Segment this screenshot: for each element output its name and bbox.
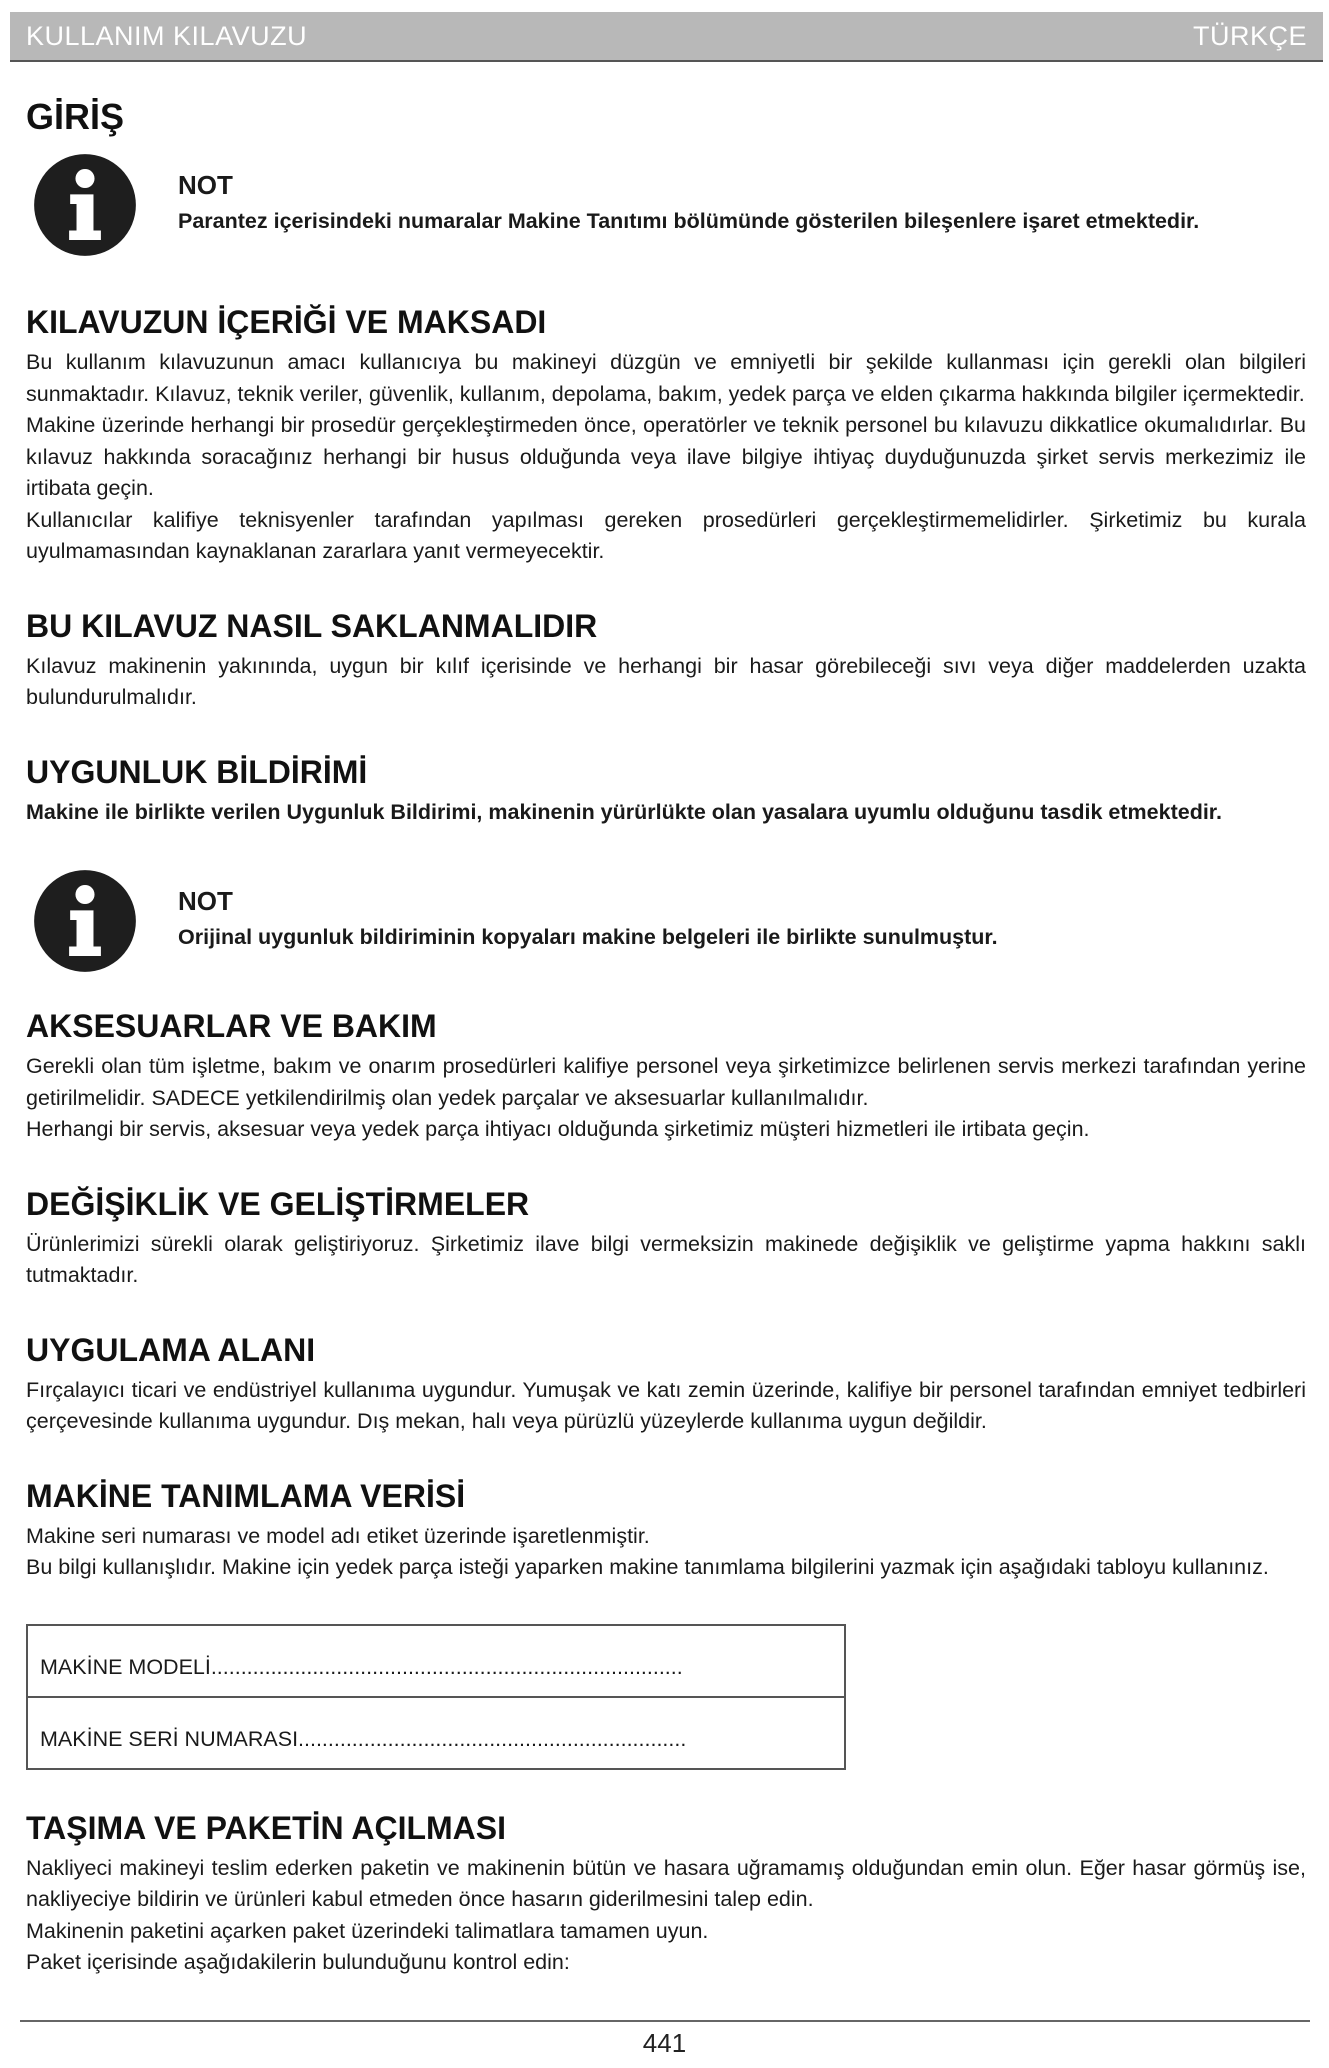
machine-id-table [26,1624,846,1770]
section-changes [26,1186,1306,1292]
paragraph: Ürünlerimizi sürekli olarak geliştiriyoruz. Şirketimiz ilave bilgi vermeksizin makinede değişiklik ve geliştirme yapma hakkını saklı tutmaktadır. [26,1231,1306,1287]
paragraph: Makine ile birlikte verilen Uygunluk Bildirimi, makinenin yürürlükte olan yasalara uyumlu olduğunu tasdik etmektedir. [26,799,1222,824]
info-icon [32,152,138,258]
paragraph: Bu kullanım kılavuzunun amacı kullanıcıya bu makineyi düzgün ve emniyetli bir şekilde kullanması için gerekli olan bilgileri sunmaktadır. Kılavuz, teknik veriler, güvenlik, kullanım, depolama, bakım, yedek parça ve elden çıkarma hakkında bilgiler içermektedir. [26,350,1306,406]
note-body: Parantez içerisindeki numaralar Makine Tanıtımı bölümünde gösterilen bileşenlere işaret etmektedir. [178,209,1200,233]
note-title: NOT [178,170,233,200]
section-title: BU KILAVUZ NASIL SAKLANMALIDIR [26,607,598,644]
section-application [26,1332,1306,1438]
paragraph: Bu bilgi kullanışlıdır. Makine için yedek parça isteği yaparken makine tanımlama bilgilerini yazmak için aşağıdaki tabloyu kullanınız. [26,1555,1269,1579]
info-icon [32,868,138,974]
paragraph: Kullanıcılar kalifiye teknisyenler tarafından yapılması gereken prosedürleri gerçekleştirmemelidirler. Şirketimiz bu kurala uyulmamasından kaynaklanan zararlara yanıt vermeyecektir. [26,507,1306,563]
note-text [178,152,1199,234]
section-title: UYGULAMA ALANI [26,1331,316,1368]
section-storage [26,608,1306,714]
paragraph: Gerekli olan tüm işletme, bakım ve onarım prosedürleri kalifiye personel veya şirketimizce belirlenen servis merkezi tarafından yerine getirilmelidir. SADECE yetkilendirilmiş olan yedek parçalar ve aksesuarlar kullanılmalıdır. [26,1054,1306,1110]
paragraph: Kılavuz makinenin yakınında, uygun bir kılıf içerisinde ve herhangi bir hasar görebileceği sıvı veya diğer maddelerden uzakta bulundurulmalıdır. [26,653,1306,709]
section-conformity [26,754,1306,829]
footer-divider [20,2020,1310,2022]
section-accessories [26,1008,1306,1146]
table-row [27,1697,845,1769]
machine-serial-field: MAKİNE SERİ NUMARASI................................................................. [27,1697,845,1769]
section-title: UYGUNLUK BİLDİRİMİ [26,753,368,790]
section-purpose [26,304,1306,568]
header-title: KULLANIM KILAVUZU [26,20,308,51]
machine-model-field: MAKİNE MODELİ............................................................................... [27,1625,845,1697]
page-header [10,12,1323,62]
table-row [27,1625,845,1697]
section-title: MAKİNE TANIMLAMA VERİSİ [26,1477,466,1514]
paragraph: Makine üzerinde herhangi bir prosedür gerçekleştirmeden önce, operatörler ve teknik personel bu kılavuzu dikkatlice okumalıdırlar. Bu kılavuz hakkında soracağınız herhangi bir husus olduğunda veya ilave bilgiye ihtiyaç duyduğunuzda şirket servis merkezimiz ile irtibata geçin. [26,413,1306,500]
note-body: Orijinal uygunluk bildiriminin kopyaları makine belgeleri ile birlikte sunulmuştur. [178,925,998,949]
section-title: TAŞIMA VE PAKETİN AÇILMASI [26,1809,506,1846]
section-title: AKSESUARLAR VE BAKIM [26,1008,437,1044]
header-language: TÜRKÇE [1192,20,1307,51]
note-text [178,868,998,950]
page-title: GİRİŞ [26,96,125,137]
paragraph: Herhangi bir servis, aksesuar veya yedek parça ihtiyacı olduğunda şirketimiz müşteri hizmetleri ile irtibata geçin. [26,1117,1090,1141]
page-content [26,96,1306,1979]
section-identification [26,1478,1306,1770]
paragraph: Makinenin paketini açarken paket üzerindeki talimatlara tamamen uyun. [26,1918,709,1943]
note-title: NOT [178,886,233,916]
section-transport [26,1810,1306,1979]
paragraph: Makine seri numarası ve model adı etiket üzerinde işaretlenmiştir. [26,1523,650,1548]
section-title: DEĞİŞİKLİK VE GELİŞTİRMELER [26,1185,530,1222]
section-title: KILAVUZUN İÇERİĞİ VE MAKSADI [26,304,547,340]
note-box [26,152,1306,258]
paragraph: Nakliyeci makineyi teslim ederken paketin ve makinenin bütün ve hasara uğramamış olduğundan emin olun. Eğer hasar görmüş ise, nakliyeciye bildirin ve ürünleri kabul etmeden önce hasarın giderilmesini talep edin. [26,1855,1306,1911]
paragraph: Fırçalayıcı ticari ve endüstriyel kullanıma uygundur. Yumuşak ve katı zemin üzerinde, kalifiye bir personel tarafından emniyet tedbirleri çerçevesinde kullanıma uygundur. Dış mekan, halı veya pürüzlü yüzeylerde kullanıma uygun değildir. [26,1377,1306,1433]
paragraph: Paket içerisinde aşağıdakilerin bulunduğunu kontrol edin: [26,1950,570,1974]
note-box [26,868,1306,974]
page-number: 441 [642,2028,687,2058]
